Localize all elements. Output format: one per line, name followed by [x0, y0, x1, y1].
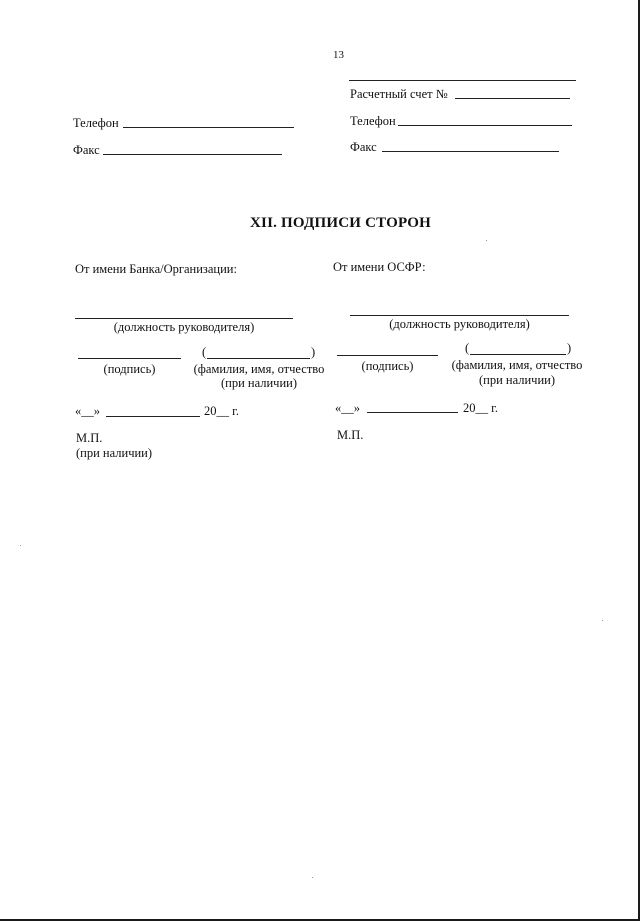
scan-speck: [312, 877, 313, 878]
left-name-open-paren: (: [202, 345, 207, 359]
right-date-day: «__»: [335, 401, 360, 415]
left-phone-field[interactable]: [123, 127, 294, 128]
right-phone-field[interactable]: [398, 125, 572, 126]
right-date-month-field[interactable]: [367, 412, 458, 413]
scan-speck: [486, 240, 487, 241]
top-right-line: [349, 80, 576, 81]
right-fax-label: Факс: [350, 140, 377, 154]
right-position-field[interactable]: [350, 315, 569, 316]
right-date-year: 20__ г.: [463, 401, 498, 415]
page-number: 13: [333, 49, 344, 61]
left-party-title: От имени Банка/Организации:: [75, 262, 237, 276]
left-position-caption: (должность руководителя): [113, 320, 255, 334]
right-stamp-label: М.П.: [337, 428, 364, 442]
left-date-month-field[interactable]: [106, 416, 200, 417]
left-date-year: 20__ г.: [204, 404, 239, 418]
right-position-caption: (должность руководителя): [389, 317, 530, 331]
left-fax-label: Факс: [73, 143, 100, 157]
section-title: XII. ПОДПИСИ СТОРОН: [250, 215, 432, 231]
right-party-title: От имени ОСФР:: [333, 260, 426, 274]
left-date-day: «__»: [75, 404, 100, 418]
account-number-label: Расчетный счет №: [350, 87, 448, 101]
left-stamp-label: М.П.: [76, 431, 103, 445]
left-signature-caption: (подпись): [103, 362, 156, 376]
left-signature-field[interactable]: [78, 358, 181, 359]
right-name-close-paren: ): [567, 341, 572, 355]
scan-speck: [20, 545, 21, 546]
right-name-caption-line2: (при наличии): [478, 373, 556, 387]
left-fax-field[interactable]: [103, 154, 282, 155]
right-signature-field[interactable]: [337, 355, 438, 356]
right-name-caption-line1: (фамилия, имя, отчество: [451, 358, 583, 372]
left-name-close-paren: ): [311, 345, 316, 359]
right-signature-caption: (подпись): [361, 359, 414, 373]
right-name-open-paren: (: [465, 341, 470, 355]
left-name-caption-line2: (при наличии): [220, 376, 298, 390]
right-name-field[interactable]: [470, 354, 566, 355]
left-phone-label: Телефон: [73, 116, 119, 130]
left-stamp-note: (при наличии): [76, 446, 153, 460]
account-number-field[interactable]: [455, 98, 570, 99]
left-name-field[interactable]: [207, 358, 310, 359]
left-position-field[interactable]: [75, 318, 293, 319]
left-name-caption-line1: (фамилия, имя, отчество: [193, 362, 325, 376]
right-phone-label: Телефон: [350, 114, 396, 128]
scan-speck: [602, 620, 603, 621]
right-fax-field[interactable]: [382, 151, 559, 152]
